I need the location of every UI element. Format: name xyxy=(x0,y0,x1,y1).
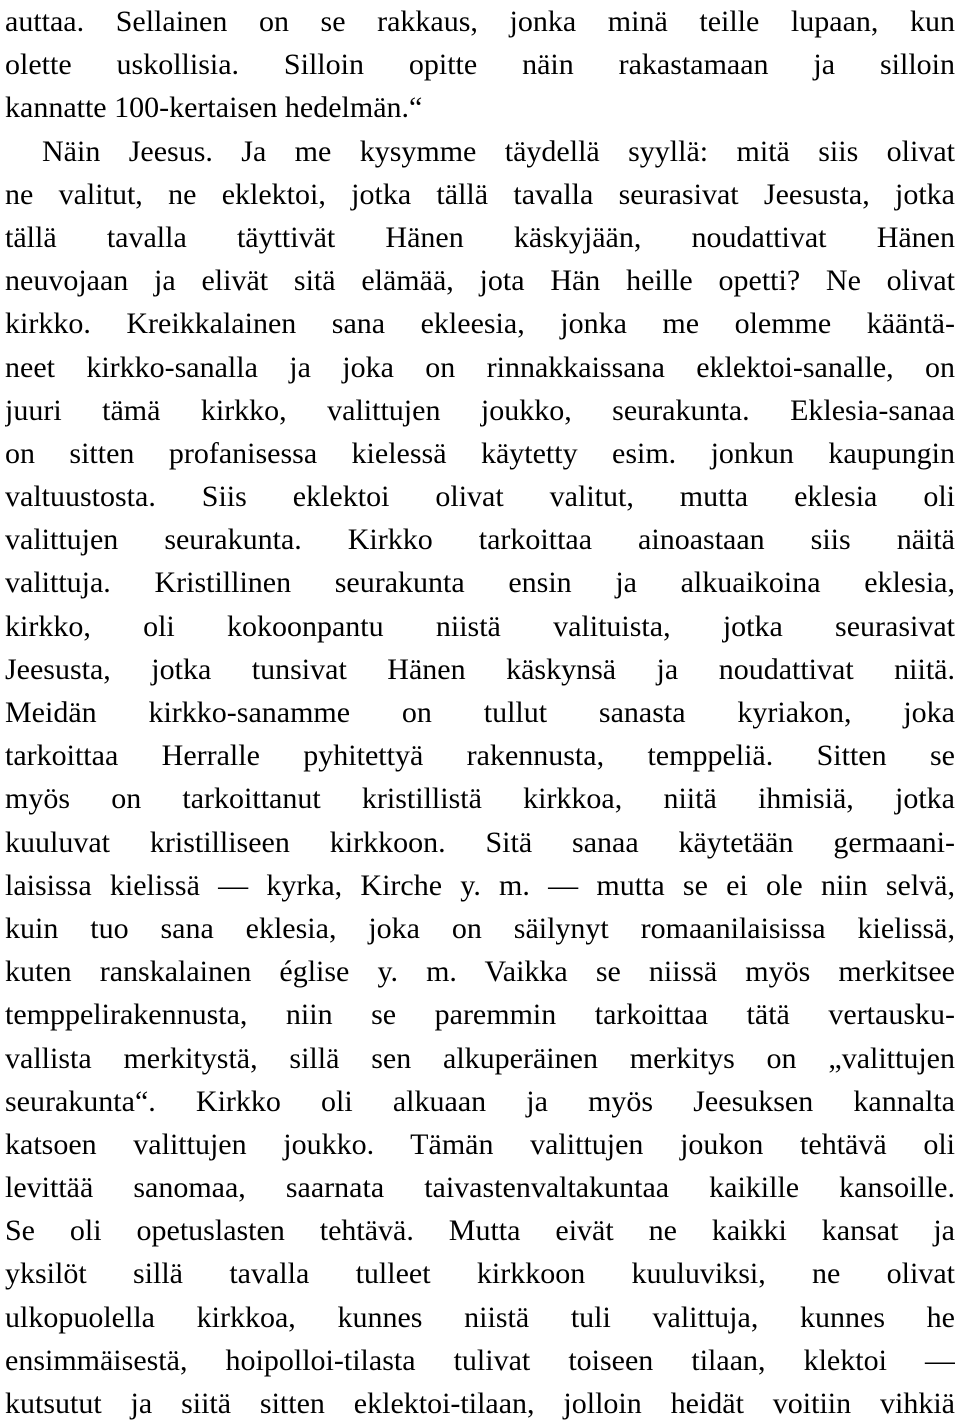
text-line: kutsutut ja siitä sitten eklektoi-tilaan, jolloin heidät voitiin vihkiä xyxy=(5,1387,955,1420)
text-line: ne valitut, ne eklektoi, jotka tällä tavalla seurasivat Jeesusta, jotka xyxy=(5,177,955,211)
text-line: auttaa. Sellainen on se rakkaus, jonka minä teille lupaan, kun xyxy=(5,5,955,38)
text-line: ensimmäisestä, hoipolloi-tilasta tulivat toiseen tilaan, klektoi — xyxy=(5,1343,955,1377)
text-line: neuvojaan ja elivät sitä elämää, jota Hän heille opetti? Ne olivat xyxy=(5,264,955,298)
text-line: on sitten profanisessa kielessä käytetty esim. jonkun kaupungin xyxy=(5,436,955,470)
text-line: levittää sanomaa, saarnata taivastenvaltakuntaa kaikille kansoille. xyxy=(5,1171,955,1205)
text-line: kannatte 100-kertaisen hedelmän.“ xyxy=(5,91,423,125)
text-line: kuten ranskalainen église y. m. Vaikka se niissä myös merkitsee xyxy=(5,955,955,989)
text-line: tarkoittaa Herralle pyhitettyä rakennusta, temppeliä. Sitten se xyxy=(5,739,955,773)
text-line: katsoen valittujen joukko. Tämän valittujen joukon tehtävä oli xyxy=(5,1127,955,1161)
text-line: Meidän kirkko-sanamme on tullut sanasta kyriakon, joka xyxy=(5,696,955,729)
text-line: juuri tämä kirkko, valittujen joukko, seurakunta. Eklesia-sanaa xyxy=(5,393,955,427)
text-line: olette uskollisia. Silloin opitte näin rakastamaan ja silloin xyxy=(5,48,955,82)
text-line: Se oli opetuslasten tehtävä. Mutta eivät ne kaikki kansat ja xyxy=(5,1214,955,1248)
text-line: myös on tarkoittanut kristillistä kirkkoa, niitä ihmisiä, jotka xyxy=(5,782,955,816)
text-line: kuin tuo sana eklesia, joka on säilynyt romaanilaisissa kielissä, xyxy=(5,911,955,945)
text-line: valtuustosta. Siis eklektoi olivat valitut, mutta eklesia oli xyxy=(5,480,955,514)
text-line: Näin Jeesus. Ja me kysymme täydellä syyllä: mitä siis olivat xyxy=(42,134,955,168)
document-page xyxy=(5,0,955,1425)
text-line: kirkko, oli kokoonpantu niistä valituista, jotka seurasivat xyxy=(5,609,955,643)
text-line: kirkko. Kreikkalainen sana ekleesia, jonka me olemme kääntä- xyxy=(5,307,955,341)
text-line: valittujen seurakunta. Kirkko tarkoittaa ainoastaan siis näitä xyxy=(5,523,955,557)
text-line: ulkopuolella kirkkoa, kunnes niistä tuli valittuja, kunnes he xyxy=(5,1300,955,1334)
text-line: valittuja. Kristillinen seurakunta ensin ja alkuaikoina eklesia, xyxy=(5,566,955,600)
text-line: Jeesusta, jotka tunsivat Hänen käskynsä ja noudattivat niitä. xyxy=(5,652,955,686)
text-line: vallista merkitystä, sillä sen alkuperäinen merkitys on „valittujen xyxy=(5,1041,955,1075)
text-line: tällä tavalla täyttivät Hänen käskyjään, noudattivat Hänen xyxy=(5,220,955,254)
text-line: temppelirakennusta, niin se paremmin tarkoittaa tätä vertausku- xyxy=(5,998,955,1032)
text-line: neet kirkko-sanalla ja joka on rinnakkaissana eklektoi-sanalle, on xyxy=(5,350,955,384)
text-line: seurakunta“. Kirkko oli alkuaan ja myös Jeesuksen kannalta xyxy=(5,1084,955,1118)
text-line: laisissa kielissä — kyrka, Kirche y. m. — mutta se ei ole niin selvä, xyxy=(5,868,955,902)
text-line: kuuluvat kristilliseen kirkkoon. Sitä sanaa käytetään germaani- xyxy=(5,825,955,859)
text-line: yksilöt sillä tavalla tulleet kirkkoon kuuluviksi, ne olivat xyxy=(5,1257,955,1291)
